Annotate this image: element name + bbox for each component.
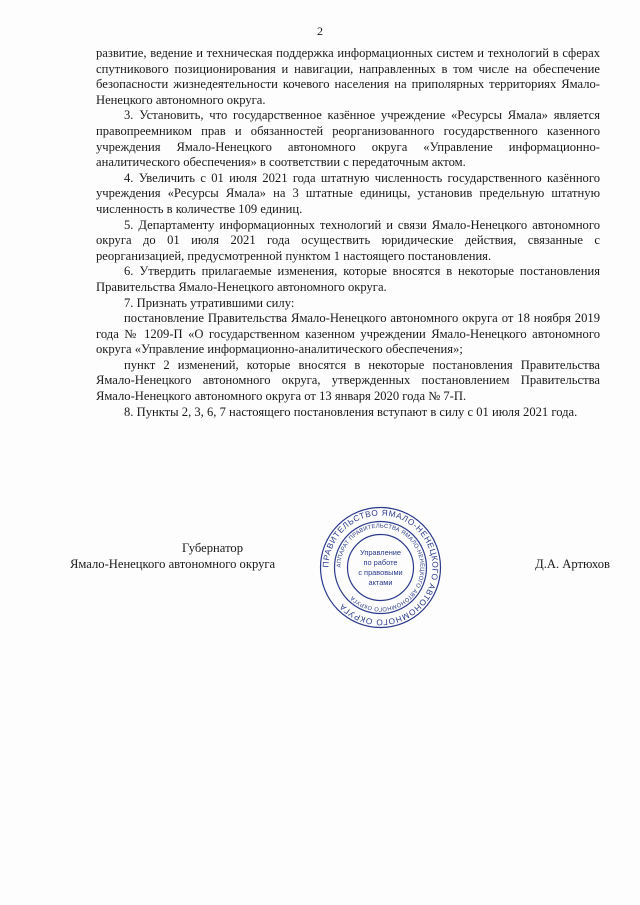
seal-center-line: Управление — [359, 548, 402, 557]
signatory-title: Губернатор — [182, 541, 243, 555]
seal-center-line: актами — [368, 578, 393, 587]
paragraph-item-8: 8. Пункты 2, 3, 6, 7 настоящего постановления вступают в силу с 01 июля 2021 года. — [124, 404, 578, 419]
paragraph-item-4: 4. Увеличить с 01 июля 2021 года штатную численность государственного казённого учреждения «Ресурсы Ямала» на 3 штатные единицы, установив предельную штатную численность в количестве 109 единиц. — [96, 170, 600, 216]
signatory-office: Ямало-Ненецкого автономного округа — [70, 557, 276, 571]
paragraph-item-6: 6. Утвердить прилагаемые изменения, которые вносятся в некоторые постановления Правительства Ямало-Ненецкого автономного округа. — [96, 264, 600, 294]
paragraph-item-7: 7. Признать утратившими силу: — [124, 295, 295, 310]
seal-center-line: с правовыми — [358, 568, 403, 577]
signatory-name: Д.А. Артюхов — [535, 557, 610, 571]
seal-inner-ring-text: АППАРАТ ПРАВИТЕЛЬСТВА ЯМАЛО-НЕНЕЦКОГО АВТОНОМНОГО ОКРУГА — [336, 523, 425, 612]
official-seal-stamp — [318, 505, 443, 630]
paragraph-continuation: развитие, ведение и техническая поддержка информационных систем и технологий в сферах спутникового позиционирования и навигации, направленных в том числе на обеспечение безопасности жизнедеятельности кочевого населения на приполярных территориях Ямало-Ненецкого автономного округа. — [96, 46, 600, 107]
paragraph-item-7-sub-1: постановление Правительства Ямало-Ненецкого автономного округа от 18 ноября 2019 года № 1209-П «О государственном казенном учреждении Ямало-Ненецкого автономного округа «Управление информационно-аналитического обеспечения»; — [96, 311, 600, 357]
paragraph-item-3: 3. Установить, что государственное казённое учреждение «Ресурсы Ямала» является правопреемником прав и обязанностей реорганизованного государственного казенного учреждения Ямало-Ненецкого автономного округа «Управление информационно-аналитического обеспечения» в соответствии с передаточным актом. — [96, 108, 600, 170]
page-number: 2 — [317, 24, 323, 38]
seal-ring-text: ПРАВИТЕЛЬСТВО ЯМАЛО-НЕНЕЦКОГО АВТОНОМНОГО ОКРУГА — [320, 507, 441, 628]
seal-center-line: по работе — [363, 558, 398, 567]
seal-stamp-icon — [318, 505, 443, 630]
document-body — [96, 46, 600, 420]
paragraph-item-7-sub-2: пункт 2 изменений, которые вносятся в некоторые постановления Правительства Ямало-Ненецкого автономного округа, утвержденных постановлением Правительства Ямало-Ненецкого автономного округа от 13 января 2020 года № 7-П. — [96, 357, 600, 404]
paragraph-item-5: 5. Департаменту информационных технологий и связи Ямало-Ненецкого автономного округа до 01 июля 2021 года осуществить юридические действия, связанные с реорганизацией, предусмотренной пунктом 1 настоящего постановления. — [96, 217, 600, 263]
